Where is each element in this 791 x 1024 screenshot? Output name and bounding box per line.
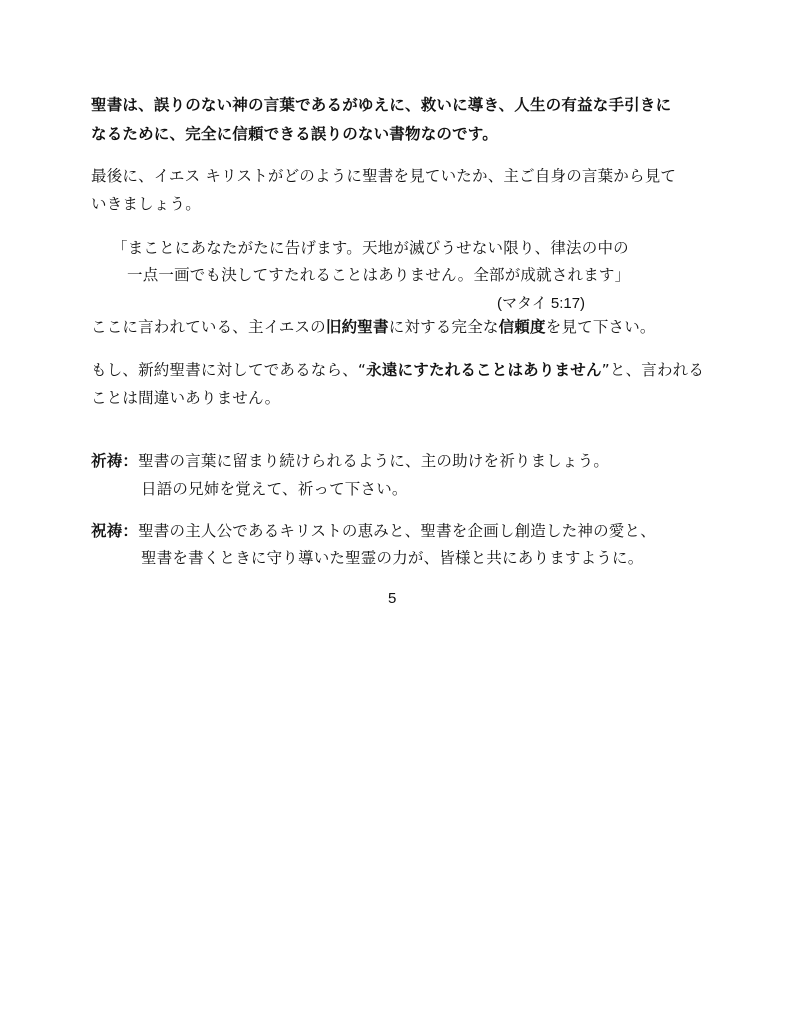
prayer-text-1: 聖書の言葉に留まり続けられるように、主の助けを祈りましょう。 [138,452,610,470]
para4-bold: 永遠にすたれることはありません [366,361,602,379]
para4-pre: もし、新約聖書に対してであるなら、“ [91,361,367,379]
prayer-label: 祈祷： [91,452,139,470]
prayer-line-1 [91,451,609,471]
quote-line-2: 一点一画でも決してすたれることはありません。全部が成就されます」 [127,266,631,284]
intro-line-2: なるために、完全に信頼できる誤りのない書物なのです。 [91,125,498,143]
blessing-text-1: 聖書の主人公であるキリストの恵みと、聖書を企画し創造した神の愛と、 [138,522,656,540]
page-number: 5 [388,590,397,607]
para2-line-2: いきましょう。 [91,195,201,213]
prayer-line-2: 日語の兄姉を覚えて、祈って下さい。 [141,480,408,498]
para3-post: を見て下さい。 [545,318,656,336]
intro-line-1: 聖書は、誤りのない神の言葉であるがゆえに、救いに導き、人生の有益な手引きに [91,96,672,114]
blessing-line-1 [91,521,656,541]
para2-line-1: 最後に、イエス キリストがどのように聖書を見ていたか、主ご自身の言葉から見て [91,167,677,185]
para3-mid: に対する完全な [388,318,499,336]
quote-reference: (マタイ 5:17) [497,295,586,312]
para3-bold-trust: 信頼度 [498,318,546,336]
para4-post: ”と、言われる [601,361,705,379]
blessing-line-2: 聖書を書くときに守り導いた聖霊の力が、皆様と共にありますように。 [141,549,644,567]
para4-line-1 [91,360,704,380]
para4-line-2: ことは間違いありません。 [91,389,281,407]
para3-line [91,317,656,337]
para3-bold-old-testament: 旧約聖書 [325,318,389,336]
para3-pre: ここに言われている、主イエスの [91,318,326,336]
quote-line-1: 「まことにあなたがたに告げます。天地が滅びうせない限り、律法の中の [112,239,629,257]
blessing-label: 祝祷： [91,522,139,540]
